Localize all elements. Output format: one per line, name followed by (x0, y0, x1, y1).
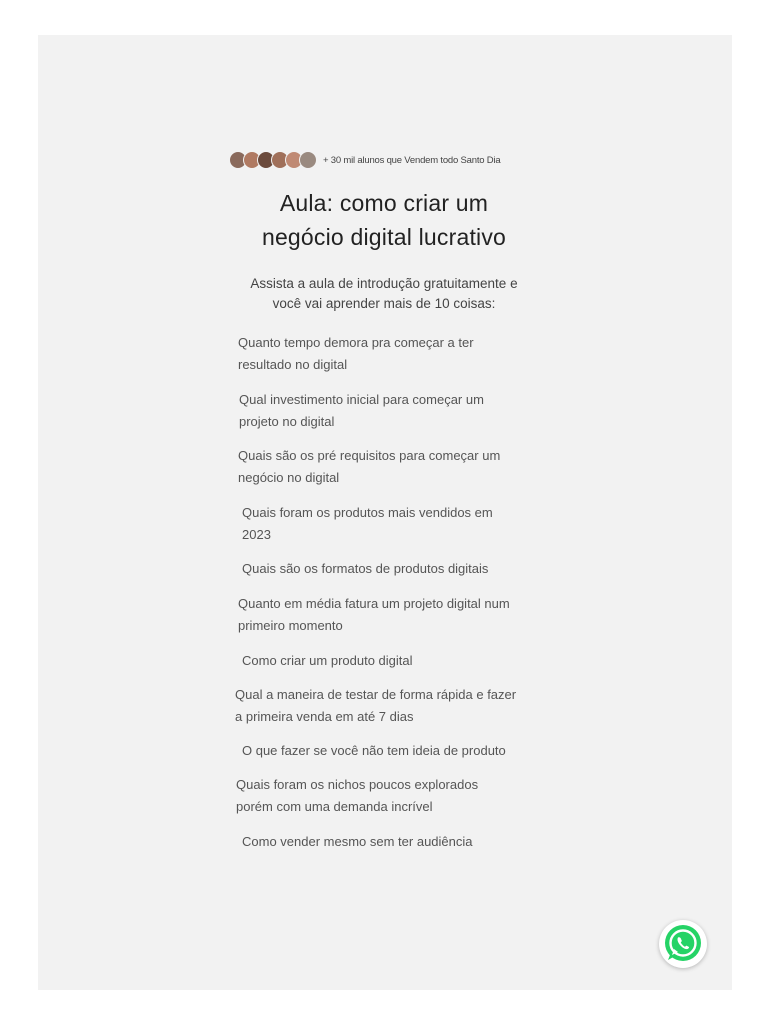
title-line-1: Aula: como criar um (279, 190, 489, 216)
whatsapp-icon (661, 922, 705, 966)
list-item-line-2: a primeira venda em até 7 dias (235, 709, 414, 724)
list-item-line-2: primeiro momento (238, 618, 343, 633)
list-item-line-1: Como vender mesmo sem ter audiência (242, 834, 473, 849)
list-item-line-2: porém com uma demanda incrível (236, 799, 433, 814)
list-item (242, 650, 413, 672)
list-item-line-1: Quais foram os nichos poucos explorados (236, 777, 479, 792)
list-item (242, 831, 473, 853)
social-proof (229, 150, 500, 170)
list-item-line-1: Como criar um produto digital (242, 653, 413, 668)
list-item (239, 389, 484, 433)
list-item-line-1: Quais são os pré requisitos para começar um (238, 448, 501, 463)
whatsapp-button[interactable] (659, 920, 707, 968)
list-item-line-1: O que fazer se você não tem ideia de produto (242, 743, 506, 758)
list-item-line-1: Qual a maneira de testar de forma rápida e fazer (235, 687, 517, 702)
avatar (299, 151, 317, 169)
intro-line-2: você vai aprender mais de 10 coisas: (272, 296, 496, 311)
list-item-line-1: Qual investimento inicial para começar um (239, 392, 484, 407)
list-item (236, 774, 478, 818)
intro-text (200, 274, 568, 314)
avatar-group (229, 151, 317, 169)
list-item-line-1: Quanto tempo demora pra começar a ter (238, 335, 474, 350)
intro-line-1: Assista a aula de introdução gratuitamente e (250, 276, 518, 291)
title-line-2: negócio digital lucrativo (261, 224, 507, 250)
list-item-line-1: Quais foram os produtos mais vendidos em (242, 505, 493, 520)
list-item-line-2: resultado no digital (238, 357, 348, 372)
list-item (238, 593, 510, 637)
list-item (242, 740, 506, 762)
list-item (242, 558, 488, 580)
list-item-line-2: negócio no digital (238, 470, 340, 485)
list-item (238, 332, 474, 376)
list-item-line-2: 2023 (242, 527, 271, 542)
social-proof-text: + 30 mil alunos que Vendem todo Santo Dia (323, 154, 501, 166)
list-item (238, 445, 500, 489)
page-title (200, 186, 568, 254)
list-item (242, 502, 493, 546)
list-item-line-2: projeto no digital (239, 414, 335, 429)
list-item (235, 684, 516, 728)
list-item-line-1: Quanto em média fatura um projeto digital num (238, 596, 510, 611)
list-item-line-1: Quais são os formatos de produtos digitais (242, 561, 489, 576)
